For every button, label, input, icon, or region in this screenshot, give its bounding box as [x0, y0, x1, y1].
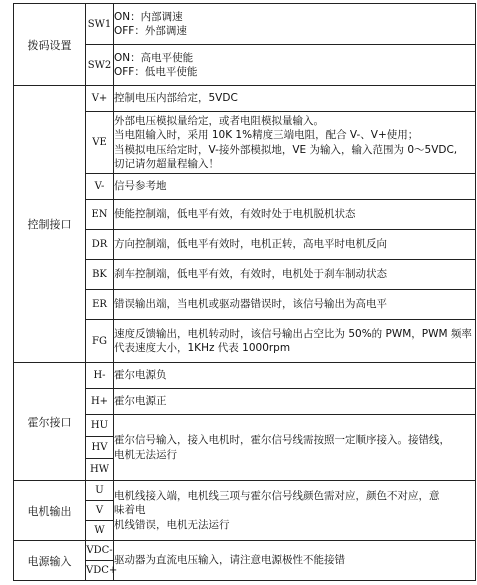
description-dr: [114, 230, 476, 260]
description-line: 当模拟电压给定时，V-接外部模拟地，VE 为输入，输入范围为 0～5VDC,: [114, 143, 458, 156]
pin-h-minus: H-: [86, 363, 114, 389]
description-fg: [114, 320, 476, 363]
table-row: [14, 481, 476, 501]
pin-v: V: [86, 501, 114, 521]
description-v-plus: [114, 86, 476, 112]
pin-h-plus: H+: [86, 389, 114, 415]
description-line: 控制电压内部给定，5VDC: [114, 92, 238, 105]
pin-v-minus: V-: [86, 174, 114, 200]
table-row: [14, 541, 476, 561]
description-line: 霍尔电源负: [114, 369, 167, 382]
description-line: 切记请勿超量程输入！: [114, 157, 219, 170]
description-line: 外部电压模拟量给定，或者电阻模拟量输入。: [114, 115, 324, 128]
pin-bk: BK: [86, 260, 114, 290]
category-control-interface: 控制接口: [14, 86, 86, 363]
category-motor-output: 电机输出: [14, 481, 86, 541]
pin-er: ER: [86, 290, 114, 320]
pin-sw2: SW2: [86, 45, 114, 86]
description-line: 当电阻输入时，采用 10K 1%精度三端电阻，配合 V-、V+使用；: [114, 129, 419, 142]
description-line: 使能控制端，低电平有效，有效时处于电机脱机状态: [114, 208, 356, 221]
description-power: [114, 541, 476, 581]
pin-en: EN: [86, 200, 114, 230]
pin-hu: HU: [86, 415, 114, 437]
pin-sw1: SW1: [86, 4, 114, 45]
pin-hw: HW: [86, 459, 114, 481]
description-line: 信号参考地: [114, 180, 167, 193]
pin-w: W: [86, 521, 114, 541]
description-hall-signal: [114, 415, 476, 481]
description-line: ON：高电平使能: [114, 51, 194, 64]
description-line: 刹车控制端，低电平有效，有效时，电机处于刹车制动状态: [114, 268, 387, 281]
description-er: [114, 290, 476, 320]
description-line: OFF：低电平使能: [114, 66, 198, 78]
description-en: [114, 200, 476, 230]
table-row: [14, 363, 476, 389]
description-h-minus: [114, 363, 476, 389]
description-line: 驱动器为直流电压输入，请注意电源极性不能接错: [114, 554, 345, 567]
description-line: 方向控制端，低电平有效时，电机正转，高电平时电机反向: [114, 238, 387, 251]
pin-hv: HV: [86, 437, 114, 459]
description-bk: [114, 260, 476, 290]
description-line: 机线错误，电机无法运行: [114, 518, 230, 531]
description-line: 霍尔信号输入，接入电机时，霍尔信号线需按照一定顺序接入。接错线，: [114, 434, 450, 447]
description-line: 错误输出端，当电机或驱动器错误时，该信号输出为高电平: [114, 298, 387, 311]
description-line: 速度反馈输出，电机转动时，该信号输出占空比为 50%的 PWM，PWM 频率: [114, 327, 472, 340]
description-v-minus: [114, 174, 476, 200]
description-line: 味着电: [114, 504, 146, 517]
interface-spec-table: [13, 3, 476, 581]
description-line: 代表速度大小，1KHz 代表 1000rpm: [114, 342, 291, 354]
description-line: 电机线接入端，电机线三项与霍尔信号线颜色需对应，颜色不对应，意: [114, 490, 440, 503]
description-motor-lines: [114, 481, 476, 541]
description-sw1: [114, 4, 476, 45]
description-line: 霍尔电源正: [114, 395, 167, 408]
description-line: OFF：外部调速: [114, 25, 187, 37]
table-row: [14, 86, 476, 112]
category-dip-switch: 拨码设置: [14, 4, 86, 86]
table-row: [14, 4, 476, 45]
description-h-plus: [114, 389, 476, 415]
pin-vdc-plus: VDC+: [86, 561, 114, 581]
description-line: 电机无法运行: [114, 448, 177, 461]
description-sw2: [114, 45, 476, 86]
pin-vdc-minus: VDC-: [86, 541, 114, 561]
pin-v-plus: V+: [86, 86, 114, 112]
description-ve: [114, 112, 476, 174]
pin-fg: FG: [86, 320, 114, 363]
category-power-input: 电源输入: [14, 541, 86, 581]
description-line: ON：内部调速: [114, 10, 183, 23]
pin-u: U: [86, 481, 114, 501]
category-hall-interface: 霍尔接口: [14, 363, 86, 481]
pin-dr: DR: [86, 230, 114, 260]
pin-ve: VE: [86, 112, 114, 174]
